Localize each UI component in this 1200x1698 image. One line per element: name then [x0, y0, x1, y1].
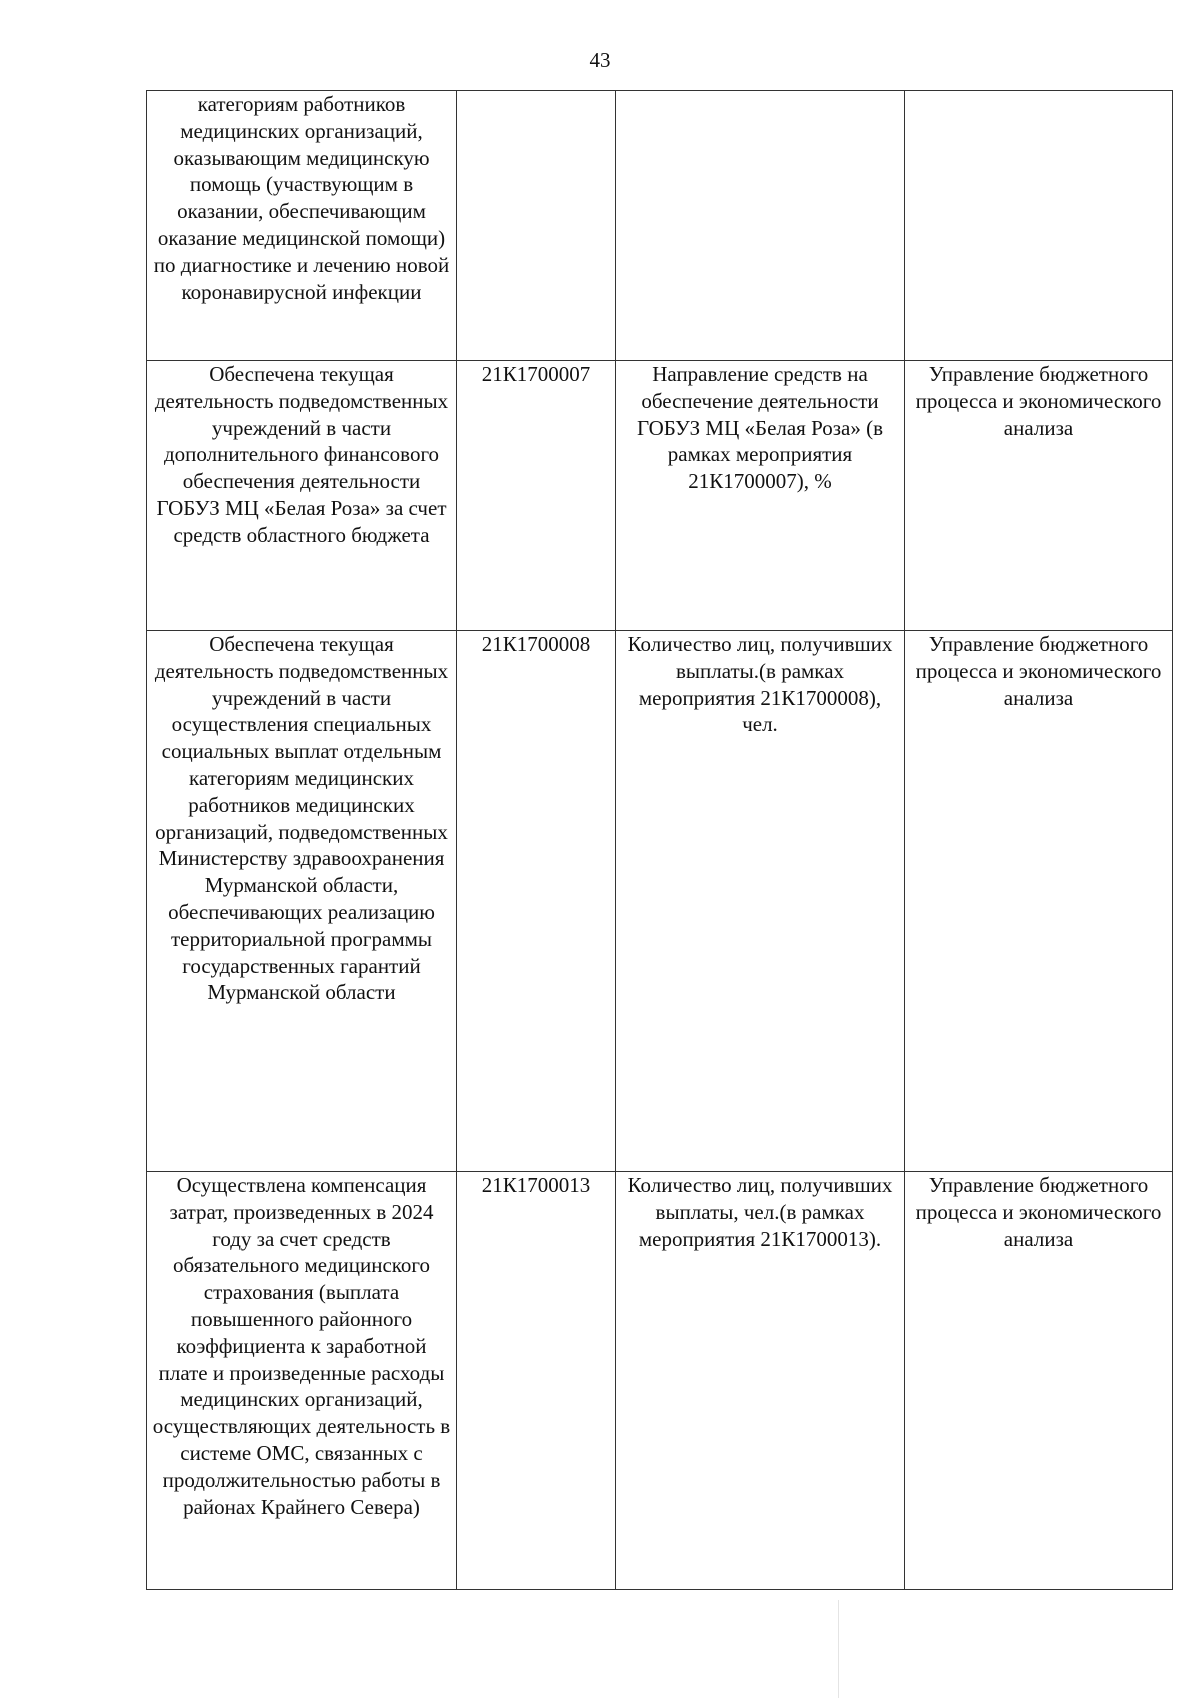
- responsible-text: Управление бюджетного процесса и экономического анализа: [915, 1173, 1162, 1251]
- responsible-cell: [905, 361, 1173, 631]
- responsible-text: Управление бюджетного процесса и экономического анализа: [915, 362, 1162, 440]
- responsible-cell: [905, 91, 1173, 361]
- code-text: 21К1700007: [481, 362, 591, 386]
- indicator-text: Количество лиц, получивших выплаты.(в рамках мероприятия 21К1700008), чел.: [627, 632, 893, 737]
- indicator-cell: [616, 1172, 905, 1590]
- responsible-cell: [905, 631, 1173, 1172]
- indicator-text: Направление средств на обеспечение деятельности ГОБУЗ МЦ «Белая Роза» (в рамках мероприятия 21К1700007), %: [636, 362, 884, 494]
- code-cell: [457, 1172, 616, 1590]
- result-text: категориям работников медицинских организаций, оказывающим медицинскую помощь (участвующим в оказании, обеспечивающим оказание медицинской помощи) по диагностике и лечению новой коронавирусной инфекции: [153, 92, 450, 304]
- results-table: [146, 90, 1173, 1590]
- result-text: Обеспечена текущая деятельность подведомственных учреждений в части осуществления специальных социальных выплат отдельным категориям медицинских работников медицинских организаций, подведомственных Министерству здравоохранения Мурманской области, обеспечивающих реализацию территориальной программы государственных гарантий Мурманской области: [154, 632, 449, 1005]
- indicator-cell: [616, 631, 905, 1172]
- code-text: 21К1700013: [481, 1173, 591, 1197]
- indicator-text: Количество лиц, получивших выплаты, чел.(в рамках мероприятия 21К1700013).: [627, 1173, 893, 1251]
- code-cell: [457, 91, 616, 361]
- table-row: [147, 91, 1173, 361]
- page-number: 43: [589, 48, 611, 72]
- result-text: Осуществлена компенсация затрат, произведенных в 2024 году за счет средств обязательного медицинского страхования (выплата повышенного районного коэффициента к заработной плате и произведенные расходы медицинских организаций, осуществляющих деятельность в системе ОМС, связанных с продолжительностью работы в районах Крайнего Севера): [152, 1173, 451, 1519]
- indicator-cell: [616, 91, 905, 361]
- responsible-cell: [905, 1172, 1173, 1590]
- result-cell: [147, 631, 457, 1172]
- result-text: Обеспечена текущая деятельность подведомственных учреждений в части дополнительного финансового обеспечения деятельности ГОБУЗ МЦ «Белая Роза» за счет средств областного бюджета: [154, 362, 449, 547]
- result-cell: [147, 361, 457, 631]
- indicator-cell: [616, 361, 905, 631]
- code-text: 21К1700008: [481, 632, 591, 656]
- result-cell: [147, 91, 457, 361]
- result-cell: [147, 1172, 457, 1590]
- code-cell: [457, 361, 616, 631]
- responsible-text: Управление бюджетного процесса и экономического анализа: [915, 632, 1162, 710]
- table-row: [147, 361, 1173, 631]
- table-row: [147, 1172, 1173, 1590]
- code-cell: [457, 631, 616, 1172]
- scan-artifact-line: [838, 1600, 839, 1698]
- table-row: [147, 631, 1173, 1172]
